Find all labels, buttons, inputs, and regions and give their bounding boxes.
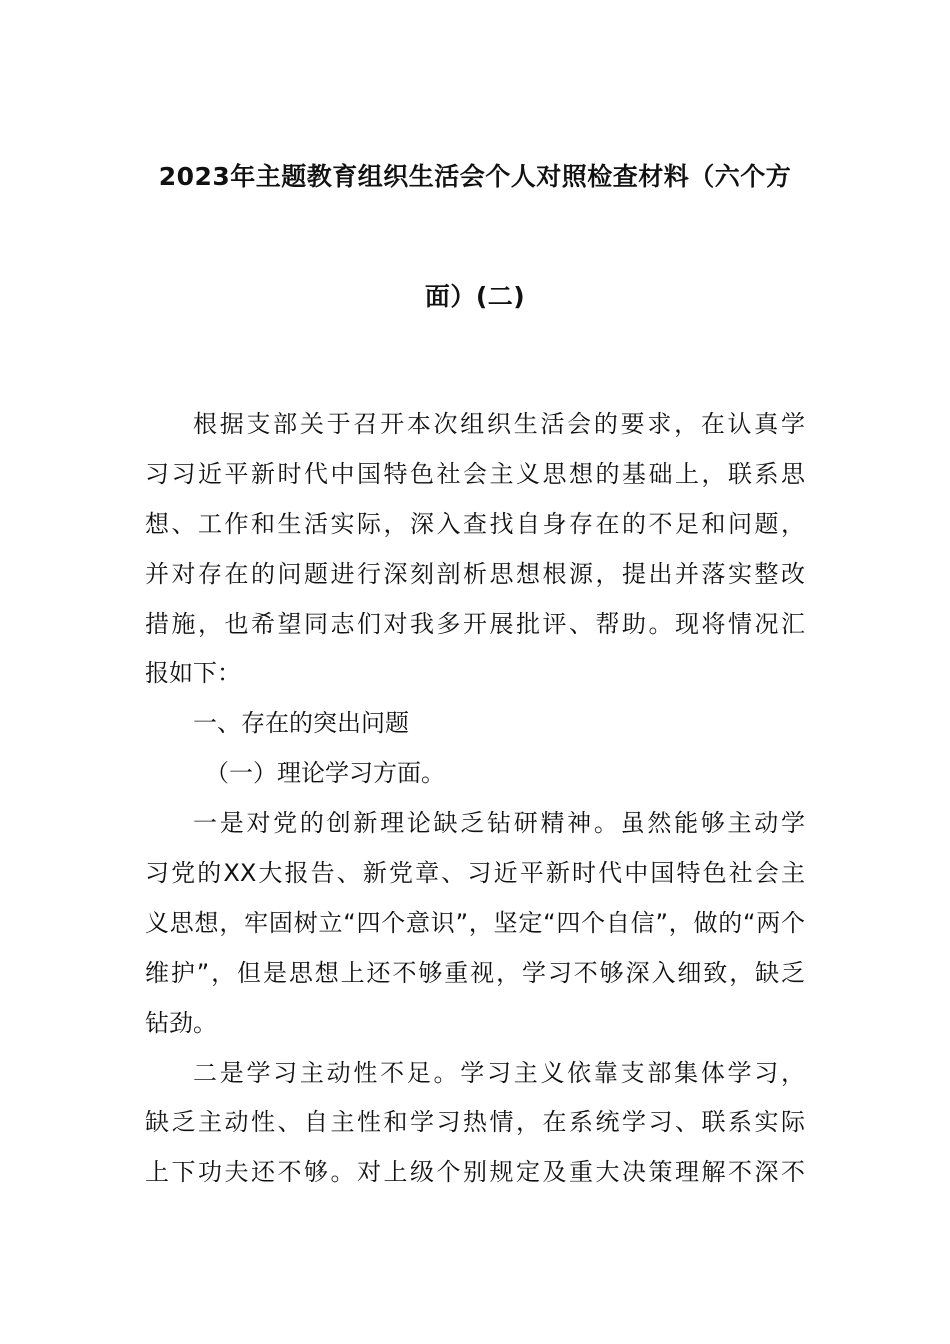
paragraph-line: 想、工作和生活实际，深入查找自身存在的不足和问题， — [145, 509, 805, 538]
paragraph-line: 根据支部关于召开本次组织生活会的要求，在认真学 — [193, 410, 805, 438]
paragraph-line: 缺乏主动性、自主性和学习热情，在系统学习、联系实际 — [145, 1108, 805, 1137]
paragraph-line: 一是对党的创新理论缺乏钻研精神。虽然能够主动学 — [193, 809, 805, 838]
paragraph-line: 习党的XX大报告、新党章、习近平新时代中国特色社会主 — [145, 859, 805, 888]
paragraph-line: 钻劲。 — [145, 1008, 217, 1037]
paragraph-line: 二是学习主动性不足。学习主义依靠支部集体学习， — [193, 1058, 805, 1087]
paragraph-line: 措施，也希望同志们对我多开展批评、帮助。现将情况汇 — [145, 609, 805, 638]
section-heading: 一、存在的突出问题 — [193, 709, 409, 738]
paragraph-line: 上下功夫还不够。对上级个别规定及重大决策理解不深不 — [145, 1158, 805, 1187]
paragraph-line: 并对存在的问题进行深刻剖析思想根源，提出并落实整改 — [145, 559, 805, 588]
paragraph-line: 义思想，牢固树立“四个意识”，坚定“四个自信”，做的“两个 — [145, 908, 805, 937]
document-body — [145, 400, 805, 1198]
paragraph-line: 习习近平新时代中国特色社会主义思想的基础上，联系思 — [145, 459, 805, 488]
document-title-line-2: 面）(二) — [424, 282, 526, 311]
paragraph-line: 维护”，但是思想上还不够重视，学习不够深入细致，缺乏 — [145, 958, 805, 987]
document-title-line-1: 2023年主题教育组织生活会个人对照检查材料（六个方 — [158, 162, 792, 191]
paragraph-line: 报如下： — [145, 659, 241, 688]
subsection-heading: （一）理论学习方面。 — [205, 759, 445, 788]
